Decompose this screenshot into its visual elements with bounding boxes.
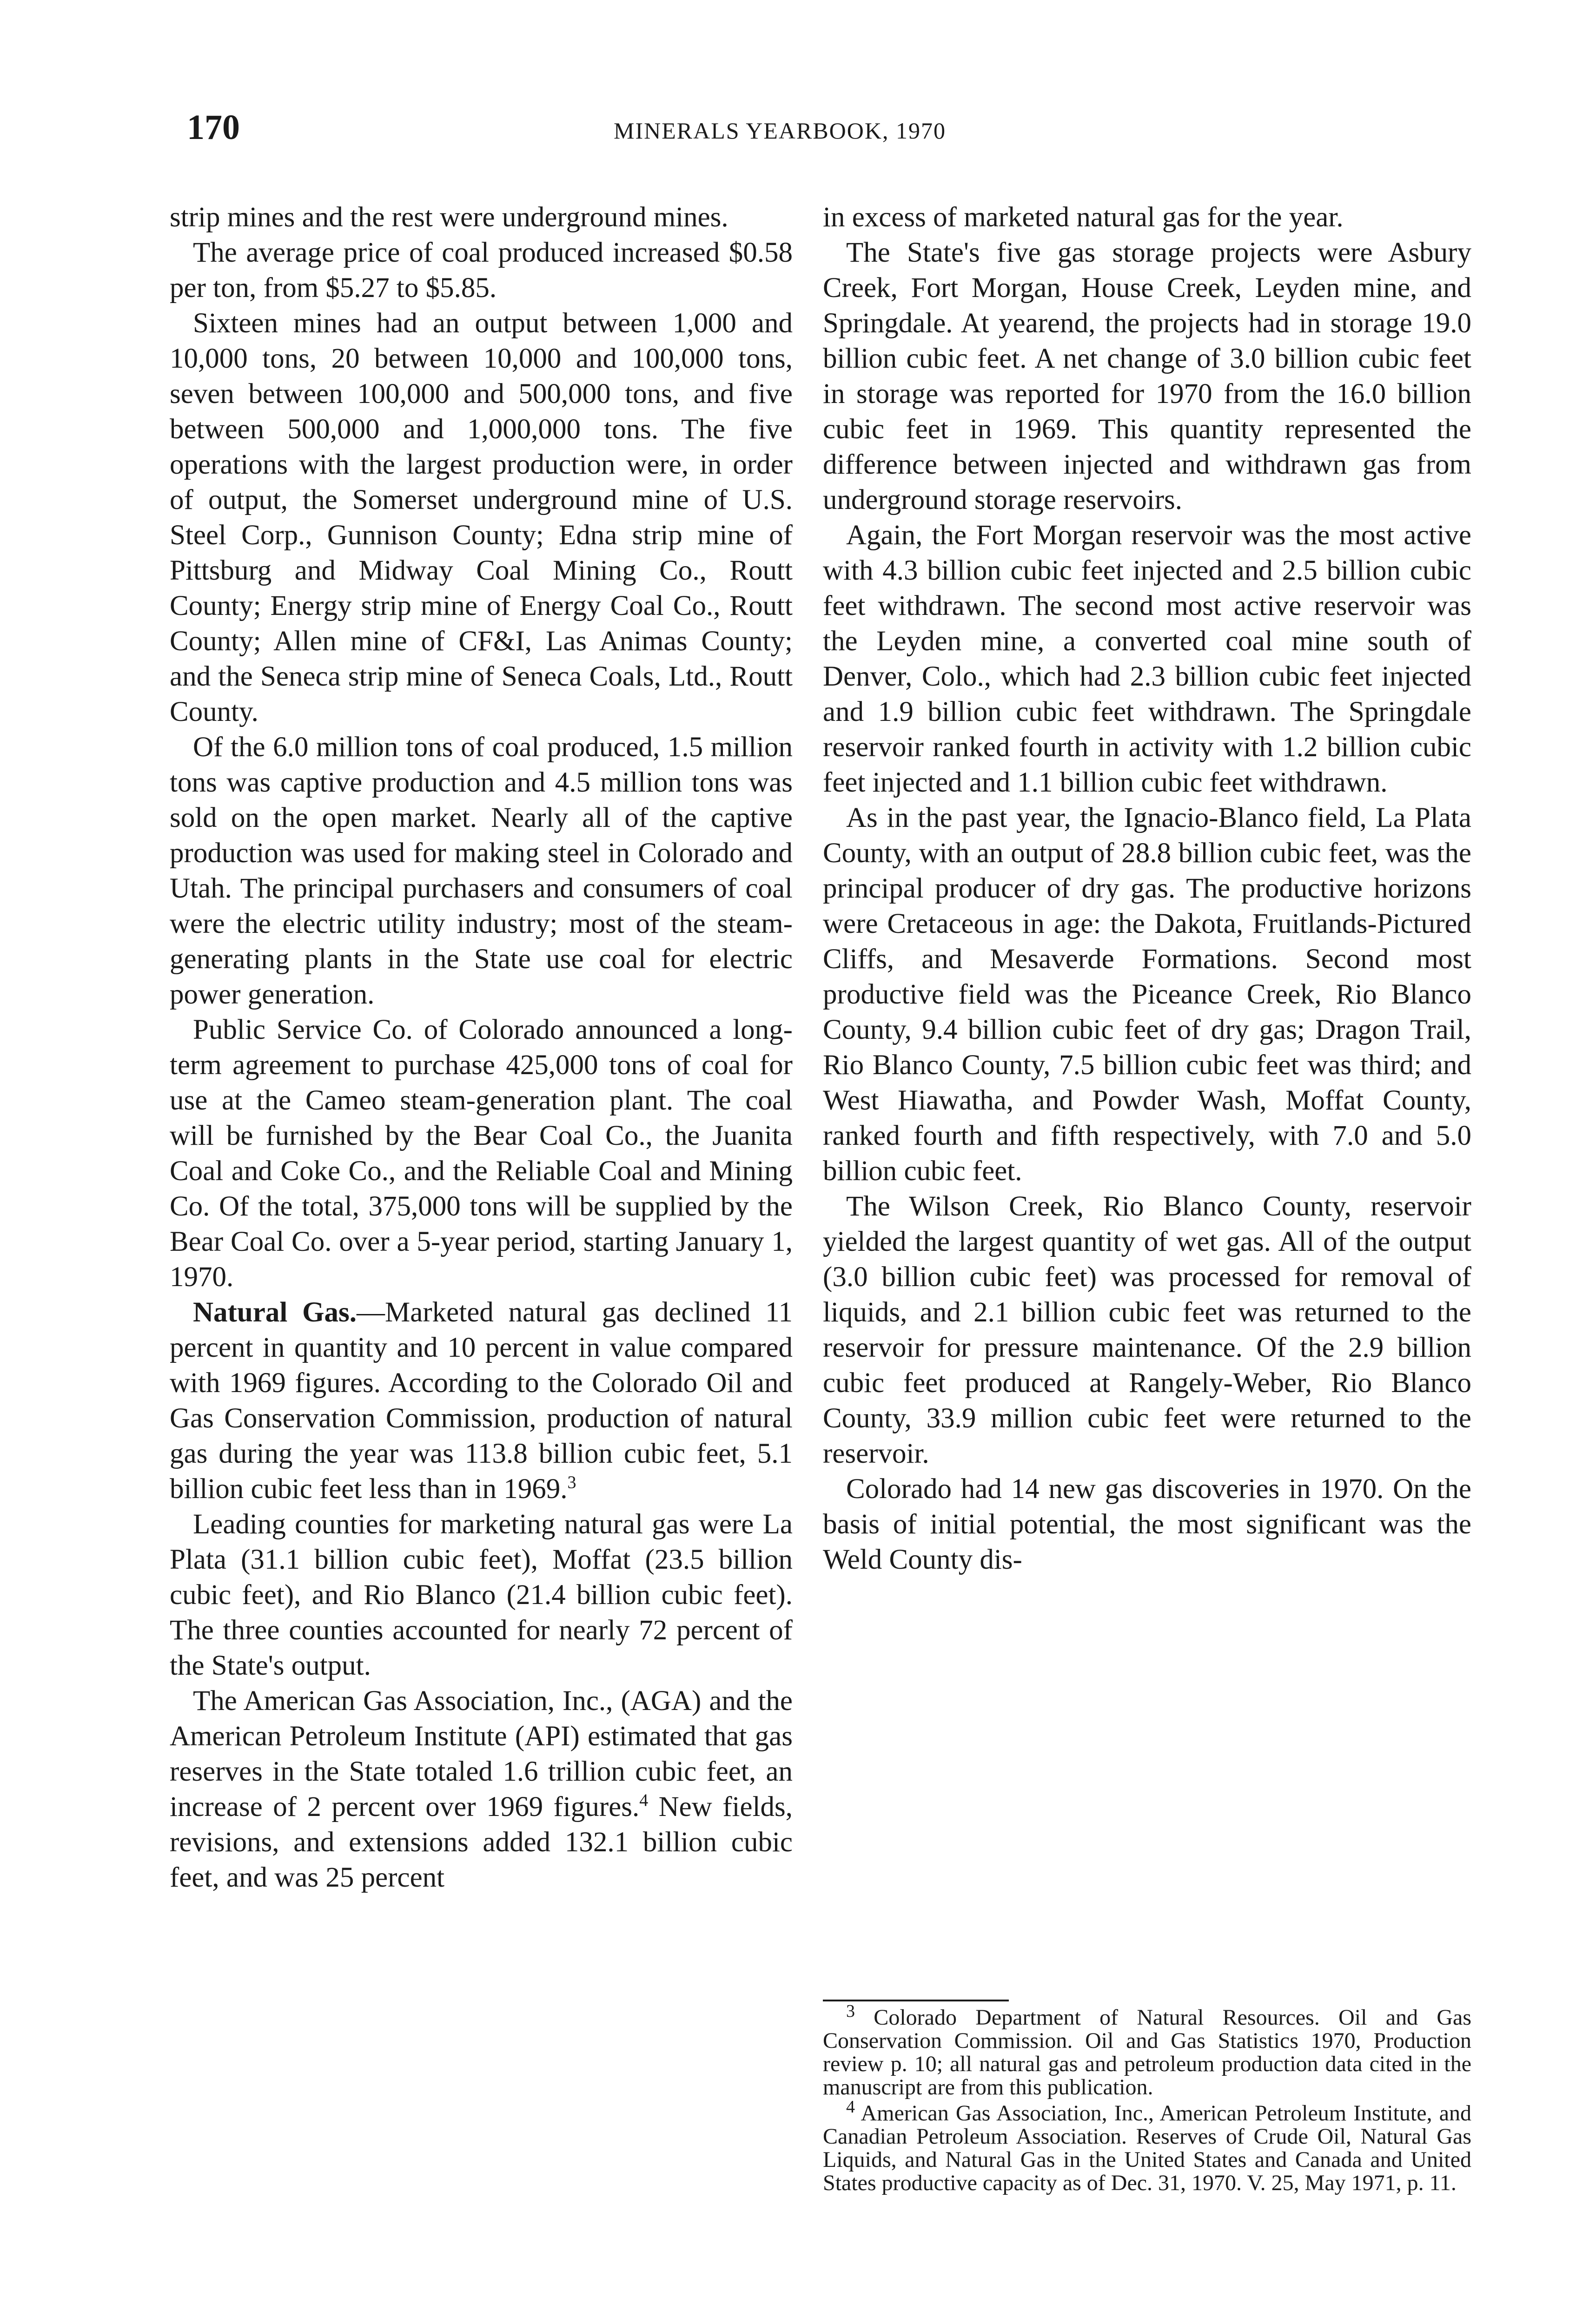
section-lead-natural-gas: Natural Gas.: [193, 1297, 357, 1328]
footnote-ref: 3: [567, 1472, 576, 1492]
footnote-mark: 4: [846, 2097, 855, 2117]
footnote-4: [823, 2097, 1471, 2195]
paragraph: Sixteen mines had an output between 1,000 and 10,000 tons, 20 between 10,000 and 100,000 tons, seven between 100,000 and 500,000 tons, and five between 500,000 and 1,000,000 tons. The five operations with the largest production were, in order of output, the Somerset underground mine of U.S. Steel Corp., Gunnison County; Edna strip mine of Pittsburg and Midway Coal Mining Co., Routt County; Energy strip mine of Energy Coal Co., Routt County; Allen mine of CF&I, Las Animas County; and the Seneca strip mine of Seneca Coals, Ltd., Routt County.: [170, 308, 793, 727]
page-number: 170: [187, 108, 240, 147]
paragraph: The State's five gas storage projects were Asbury Creek, Fort Morgan, House Creek, Leyden mine, and Springdale. At yearend, the projects had in storage 19.0 billion cubic feet. A net change of 3.0 billion cubic feet in storage was reported for 1970 from the 16.0 billion cubic feet in 1969. This quantity represented the difference between injected and withdrawn gas from underground storage reservoirs.: [823, 237, 1471, 515]
left-text-column: [170, 200, 793, 1895]
footnote-3: [823, 2001, 1472, 2100]
paragraph: The average price of coal produced increased $0.58 per ton, from $5.27 to $5.85.: [170, 237, 793, 304]
paragraph: in excess of marketed natural gas for the year.: [823, 202, 1344, 233]
footnote-ref: 4: [639, 1790, 649, 1810]
paragraph: Of the 6.0 million tons of coal produced, 1.5 million tons was captive production and 4.5 million tons was sold on the open market. Nearly all of the captive production was used for making steel in Colorado and Utah. The principal purchasers and consumers of coal were the electric utility industry; most of the steam-generating plants in the State use coal for electric power generation.: [170, 732, 793, 1010]
paragraph: strip mines and the rest were underground mines.: [170, 202, 728, 233]
paragraph: Colorado had 14 new gas discoveries in 1970. On the basis of initial potential, the most significant was the Weld County dis-: [823, 1473, 1471, 1575]
paragraph-text: The American Gas Association, Inc., (AGA) and the American Petroleum Institute (API) estimated that gas reserves in the State totaled 1.6 trillion cubic feet, an increase of 2 percent over 1969 figures.: [170, 1685, 793, 1822]
paragraph: The Wilson Creek, Rio Blanco County, reservoir yielded the largest quantity of wet gas. All of the output (3.0 billion cubic feet) was processed for removal of liquids, and 2.1 billion cubic feet was returned to the reservoir for pressure maintenance. Of the 2.9 billion cubic feet produced at Rangely-Weber, Rio Blanco County, 33.9 million cubic feet were returned to the reservoir.: [823, 1191, 1471, 1469]
paragraph: As in the past year, the Ignacio-Blanco field, La Plata County, with an output of 28.8 billion cubic feet, was the principal producer of dry gas. The productive horizons were Cretaceous in age: the Dakota, Fruitlands-Pictured Cliffs, and Mesaverde Formations. Second most productive field was the Piceance Creek, Rio Blanco County, 9.4 billion cubic feet of dry gas; Dragon Trail, Rio Blanco County, 7.5 billion cubic feet was third; and West Hiawatha, and Powder Wash, Moffat County, ranked fourth and fifth respectively, with 7.0 and 5.0 billion cubic feet.: [823, 802, 1471, 1187]
footnote-text: Colorado Department of Natural Resources. Oil and Gas Conservation Commission. Oil and Gas Statistics 1970, Production review p. 10; all natural gas and petroleum production data cited in the manuscript are from this publication.: [823, 2005, 1472, 2100]
footnote-text: American Gas Association, Inc., American Petroleum Institute, and Canadian Petroleum Association. Reserves of Crude Oil, Natural Gas Liquids, and Natural Gas in the United States and Canada and United States productive capacity as of Dec. 31, 1970. V. 25, May 1971, p. 11.: [823, 2101, 1471, 2195]
footnotes: [823, 2001, 1472, 2198]
paragraph: Leading counties for marketing natural gas were La Plata (31.1 billion cubic feet), Moffat (23.5 billion cubic feet), and Rio Blanco (21.4 billion cubic feet). The three counties accounted for nearly 72 percent of the State's output.: [170, 1509, 793, 1681]
right-text-column: [823, 200, 1471, 1578]
paragraph: Public Service Co. of Colorado announced a long-term agreement to purchase 425,000 tons of coal for use at the Cameo steam-generation plant. The coal will be furnished by the Bear Coal Co., the Juanita Coal and Coke Co., and the Reliable Coal and Mining Co. Of the total, 375,000 tons will be supplied by the Bear Coal Co. over a 5-year period, starting January 1, 1970.: [170, 1014, 793, 1293]
paragraph-text: —Marketed natural gas declined 11 percent in quantity and 10 percent in value compared with 1969 figures. According to the Colorado Oil and Gas Conservation Commission, production of natural gas during the year was 113.8 billion cubic feet, 5.1 billion cubic feet less than in 1969.: [170, 1297, 793, 1505]
paragraph-natural-gas: [170, 1295, 793, 1507]
paragraph-text: New fields, revisions, and extensions added 132.1 billion cubic feet, and was 25 percent: [170, 1791, 793, 1893]
footnote-mark: 3: [846, 2001, 855, 2021]
paragraph: [170, 1684, 793, 1895]
running-title: MINERALS YEARBOOK, 1970: [614, 118, 946, 144]
paragraph: Again, the Fort Morgan reservoir was the most active with 4.3 billion cubic feet injected and 2.5 billion cubic feet withdrawn. The second most active reservoir was the Leyden mine, a converted coal mine south of Denver, Colo., which had 2.3 billion cubic feet injected and 1.9 billion cubic feet withdrawn. The Springdale reservoir ranked fourth in activity with 1.2 billion cubic feet injected and 1.1 billion cubic feet withdrawn.: [823, 520, 1471, 798]
